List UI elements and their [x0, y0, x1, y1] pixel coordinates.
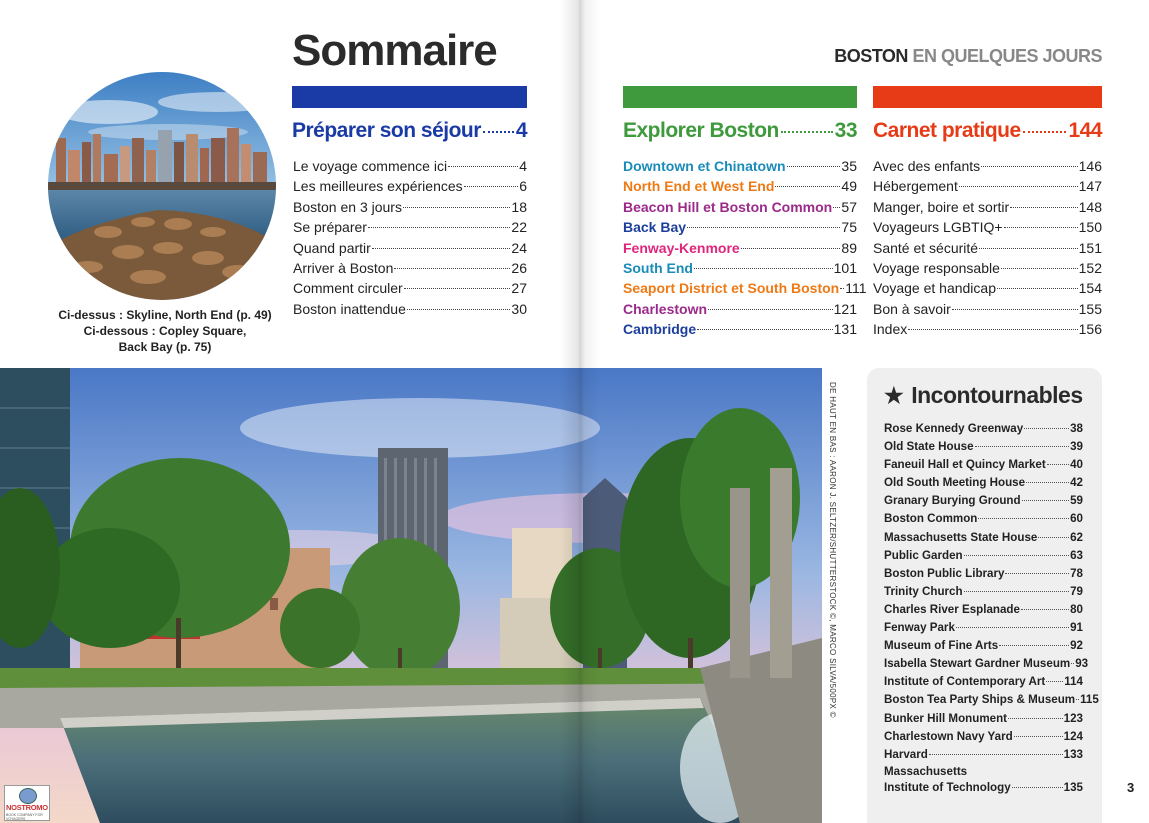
toc-entry[interactable]	[623, 278, 867, 298]
entry-page: 62	[1070, 530, 1083, 544]
toc-entry-label: Back Bay	[623, 219, 687, 236]
leader-dots	[952, 309, 1078, 310]
leader-dots	[1012, 787, 1063, 788]
toc-entry[interactable]	[623, 197, 857, 217]
entry-page: 79	[1070, 584, 1083, 598]
entry-label: Massachusetts State House	[884, 530, 1038, 544]
toc-entry[interactable]	[623, 258, 857, 278]
toc-entry-label: Quand partir	[293, 239, 371, 256]
leader-dots	[956, 627, 1069, 628]
toc-entry[interactable]	[293, 299, 527, 319]
leader-dots	[1076, 699, 1079, 700]
book-title-city: BOSTON	[834, 46, 908, 66]
entry-page: 123	[1063, 711, 1083, 725]
entry-page: 91	[1070, 621, 1083, 635]
toc-entry-label: Cambridge	[623, 321, 697, 338]
caption-line: Ci-dessous : Copley Square,	[83, 324, 247, 338]
incontournable-entry[interactable]	[884, 691, 1099, 709]
leader-dots	[1023, 131, 1067, 133]
entry-label: Old South Meeting House	[884, 476, 1026, 490]
toc-entry-page: 89	[841, 239, 857, 256]
leader-dots	[1071, 663, 1074, 664]
incontournable-entry[interactable]	[884, 510, 1083, 528]
section-heading-carnet[interactable]	[873, 119, 1102, 143]
toc-entry-page: 146	[1078, 158, 1102, 174]
entry-page: 42	[1070, 476, 1083, 490]
toc-entry[interactable]	[873, 176, 1102, 196]
toc-entry[interactable]	[873, 156, 1102, 176]
toc-entry-label: Arriver à Boston	[293, 260, 394, 277]
photo-caption	[40, 307, 290, 355]
section-page: 33	[834, 119, 857, 142]
leader-dots	[1024, 428, 1069, 429]
toc-entry-label: Les meilleures expériences	[293, 178, 463, 195]
leader-dots	[833, 207, 840, 208]
toc-entry-page: 151	[1078, 239, 1102, 256]
copley-square-photo	[0, 368, 822, 823]
toc-entry[interactable]	[873, 217, 1102, 237]
entry-label: Rose Kennedy Greenway	[884, 422, 1024, 435]
toc-entry-page: 35	[841, 158, 857, 174]
toc-entry-page: 121	[833, 300, 857, 317]
toc-entry[interactable]	[623, 299, 857, 319]
entry-label: Trinity Church	[884, 584, 963, 598]
toc-entry[interactable]	[873, 258, 1102, 278]
section-heading-explorer[interactable]	[623, 119, 857, 143]
toc-entry-label: Index	[873, 321, 908, 338]
incontournable-entry[interactable]	[884, 673, 1083, 691]
toc-entry[interactable]	[293, 176, 527, 196]
toc-entry-page: 30	[511, 300, 527, 317]
toc-entry[interactable]	[623, 238, 857, 258]
incontournable-entry[interactable]	[884, 456, 1083, 474]
toc-entry-page: 155	[1078, 300, 1102, 317]
entry-label: Public Garden	[884, 548, 963, 562]
incontournable-entry[interactable]	[884, 583, 1083, 601]
carnet-color-bar	[873, 86, 1102, 108]
toc-entry-page: 18	[511, 198, 527, 215]
entry-label: Boston Common	[884, 512, 978, 526]
entry-page: 115	[1080, 693, 1099, 707]
toc-entry[interactable]	[623, 319, 857, 339]
watermark-subtitle: BOOK COMPANY FOR VOYAGERS	[6, 813, 43, 821]
toc-entry-page: 101	[833, 260, 857, 277]
entry-page: 133	[1063, 747, 1083, 761]
incontournable-entry-mit[interactable]	[884, 764, 1083, 797]
leader-dots	[403, 207, 510, 208]
toc-entry-page: 152	[1078, 260, 1102, 277]
entry-label: Boston Tea Party Ships & Museum	[884, 693, 1076, 707]
toc-entry[interactable]	[293, 197, 527, 217]
entry-page: 60	[1070, 512, 1083, 526]
incontournable-entry[interactable]	[884, 529, 1083, 547]
incontournable-entry[interactable]	[884, 710, 1083, 728]
caption-line: Back Bay (p. 75)	[118, 340, 212, 354]
leader-dots	[708, 309, 833, 310]
toc-entry[interactable]	[873, 319, 1102, 339]
entry-page: 78	[1070, 566, 1083, 580]
incontournable-entry[interactable]	[884, 492, 1083, 510]
toc-entry[interactable]	[293, 156, 527, 176]
incontournable-entry[interactable]	[884, 438, 1083, 456]
toc-entry-label: Downtown et Chinatown	[623, 158, 786, 174]
leader-dots	[1005, 573, 1069, 574]
incontournable-entry[interactable]	[884, 565, 1083, 583]
incontournables-title	[884, 382, 1083, 409]
incontournable-entry[interactable]	[884, 474, 1083, 492]
toc-entry-page: 26	[511, 260, 527, 277]
entry-page: 59	[1070, 494, 1083, 508]
leader-dots	[697, 329, 833, 330]
toc-entry-page: 111	[845, 280, 867, 297]
incontournable-entry[interactable]	[884, 420, 1083, 438]
toc-entry-page: 57	[841, 198, 857, 215]
leader-dots	[929, 754, 1063, 755]
watermark-name: NOSTROMO	[6, 803, 48, 812]
section-heading-preparer[interactable]	[292, 119, 527, 143]
leader-dots	[1010, 207, 1077, 208]
leader-dots	[448, 166, 518, 167]
nostromo-watermark-logo	[4, 785, 50, 821]
leader-dots	[394, 268, 510, 269]
incontournable-entry[interactable]	[884, 655, 1089, 673]
toc-entry-page: 75	[841, 219, 857, 236]
leader-dots	[464, 186, 519, 187]
toc-entry-label: Avec des enfants	[873, 158, 981, 174]
entry-page: 135	[1063, 781, 1083, 795]
leader-dots	[694, 268, 833, 269]
leader-dots	[975, 446, 1070, 447]
toc-entry-label: Charlestown	[623, 300, 708, 317]
entry-label: Isabella Stewart Gardner Museum	[884, 657, 1071, 671]
incontournable-entry[interactable]	[884, 601, 1083, 619]
leader-dots	[1038, 537, 1069, 538]
book-title-subtitle: EN QUELQUES JOURS	[912, 46, 1102, 66]
incontournable-entry[interactable]	[884, 637, 1083, 655]
entry-label: Institute of Contemporary Art	[884, 675, 1046, 689]
leader-dots	[368, 227, 510, 228]
entry-page: 80	[1070, 602, 1083, 616]
leader-dots	[1046, 681, 1063, 682]
leader-dots	[908, 329, 1077, 330]
toc-entry[interactable]	[873, 238, 1102, 258]
leader-dots	[981, 166, 1077, 167]
toc-entry[interactable]	[623, 156, 857, 176]
leader-dots	[1014, 736, 1063, 737]
entry-label: Granary Burying Ground	[884, 494, 1021, 508]
section-title: Carnet pratique	[873, 119, 1021, 142]
globe-icon	[19, 788, 37, 804]
toc-entry[interactable]	[293, 217, 527, 237]
toc-entry-page: 49	[841, 178, 857, 195]
entry-page: 40	[1070, 458, 1083, 472]
entry-label: Charles River Esplanade	[884, 602, 1020, 616]
toc-entry-label: Boston inattendue	[293, 300, 406, 317]
toc-entry-page: 6	[519, 178, 527, 195]
leader-dots	[964, 555, 1069, 556]
toc-entry-page: 24	[511, 239, 527, 256]
toc-preparer	[293, 156, 527, 319]
leader-dots	[1047, 464, 1069, 465]
section-title: Préparer son séjour	[292, 119, 481, 142]
entry-page: 39	[1070, 440, 1083, 454]
caption-line: Ci-dessus : Skyline, North End (p. 49)	[58, 308, 272, 322]
toc-entry[interactable]	[293, 258, 527, 278]
toc-entry-label: Bon à savoir	[873, 300, 951, 317]
leader-dots	[1004, 227, 1078, 228]
toc-entry-label: Boston en 3 jours	[293, 198, 402, 215]
toc-entry-label: North End et West End	[623, 178, 775, 195]
leader-dots	[483, 131, 514, 133]
preparer-color-bar	[292, 86, 527, 108]
toc-entry[interactable]	[623, 217, 857, 237]
section-page: 4	[515, 119, 527, 142]
leader-dots	[1021, 609, 1069, 610]
toc-entry-label: Se préparer	[293, 219, 367, 236]
toc-entry-label: Voyageurs LGBTIQ+	[873, 219, 1003, 236]
entry-label: Boston Public Library	[884, 566, 1005, 580]
toc-entry-label: Voyage responsable	[873, 260, 1000, 277]
leader-dots	[1001, 268, 1078, 269]
incontournable-entry[interactable]	[884, 619, 1083, 637]
toc-entry-label: Hébergement	[873, 178, 958, 195]
toc-entry-label: Santé et sécurité	[873, 239, 979, 256]
toc-entry[interactable]	[873, 299, 1102, 319]
incontournables-list	[884, 420, 1099, 797]
page-number: 3	[1127, 780, 1135, 795]
toc-entry-label: Beacon Hill et Boston Common	[623, 198, 833, 215]
toc-entry[interactable]	[873, 278, 1102, 298]
leader-dots	[407, 309, 511, 310]
toc-entry-page: 156	[1078, 321, 1102, 338]
toc-entry-page: 22	[511, 219, 527, 236]
leader-dots	[840, 288, 844, 289]
entry-label: Museum of Fine Arts	[884, 639, 999, 653]
page-title: Sommaire	[292, 26, 497, 75]
photo-credit	[823, 382, 841, 718]
photo-credit-text: DE HAUT EN BAS : AARON J. SELTZER/SHUTTERSTOCK ©, MARCO SILVA/500PX ©	[828, 382, 837, 718]
leader-dots	[999, 645, 1069, 646]
toc-entry-label: Le voyage commence ici	[293, 158, 448, 174]
toc-entry-page: 154	[1078, 280, 1102, 297]
entry-page: 38	[1070, 422, 1083, 435]
entry-label-line1: Massachusetts	[884, 764, 968, 778]
incontournables-title-text: Incontournables	[911, 382, 1083, 408]
leader-dots	[404, 288, 511, 289]
toc-entry-page: 131	[833, 321, 857, 338]
toc-carnet	[873, 156, 1102, 340]
leader-dots	[1022, 500, 1070, 501]
toc-entry-page: 148	[1078, 198, 1102, 215]
toc-entry[interactable]	[873, 197, 1102, 217]
section-title: Explorer Boston	[623, 119, 779, 142]
leader-dots	[959, 186, 1078, 187]
leader-dots	[687, 227, 840, 228]
toc-entry-page: 150	[1078, 219, 1102, 236]
toc-entry-label: Voyage et handicap	[873, 280, 996, 297]
leader-dots	[1008, 718, 1063, 719]
entry-label: Old State House	[884, 440, 974, 454]
entry-label-line2: Institute of Technology	[884, 781, 1011, 795]
incontournable-entry[interactable]	[884, 746, 1083, 764]
toc-entry-label: Comment circuler	[293, 280, 403, 297]
entry-label: Charlestown Navy Yard	[884, 729, 1013, 743]
skyline-photo	[48, 72, 276, 300]
toc-entry[interactable]	[623, 176, 857, 196]
entry-page: 124	[1063, 729, 1083, 743]
leader-dots	[775, 186, 840, 187]
leader-dots	[964, 591, 1070, 592]
entry-page: 114	[1064, 675, 1083, 689]
entry-page: 92	[1070, 639, 1083, 653]
toc-entry-label: Manger, boire et sortir	[873, 198, 1010, 215]
toc-explorer	[623, 156, 867, 340]
toc-entry-page: 147	[1078, 178, 1102, 195]
leader-dots	[741, 248, 841, 249]
star-icon: ★	[884, 382, 904, 408]
leader-dots	[372, 248, 511, 249]
entry-label: Harvard	[884, 747, 928, 761]
toc-entry[interactable]	[293, 278, 527, 298]
leader-dots	[781, 131, 833, 133]
entry-page: 93	[1075, 657, 1089, 671]
leader-dots	[997, 288, 1078, 289]
toc-entry-label: Fenway-Kenmore	[623, 239, 740, 256]
book-title	[834, 46, 1102, 67]
entry-label: Faneuil Hall et Quincy Market	[884, 458, 1046, 472]
toc-entry-page: 27	[511, 280, 527, 297]
entry-label: Bunker Hill Monument	[884, 711, 1008, 725]
section-page: 144	[1068, 119, 1102, 142]
toc-entry-label: Seaport District et South Boston	[623, 280, 840, 297]
leader-dots	[787, 166, 841, 167]
incontournable-entry[interactable]	[884, 728, 1083, 746]
explorer-color-bar	[623, 86, 857, 108]
entry-page: 63	[1070, 548, 1083, 562]
incontournable-entry[interactable]	[884, 547, 1083, 565]
leader-dots	[1026, 482, 1069, 483]
toc-entry-page: 4	[519, 158, 527, 174]
entry-label: Fenway Park	[884, 621, 955, 635]
toc-entry[interactable]	[293, 238, 527, 258]
toc-entry-label: South End	[623, 260, 693, 277]
leader-dots	[979, 248, 1078, 249]
leader-dots	[978, 518, 1069, 519]
